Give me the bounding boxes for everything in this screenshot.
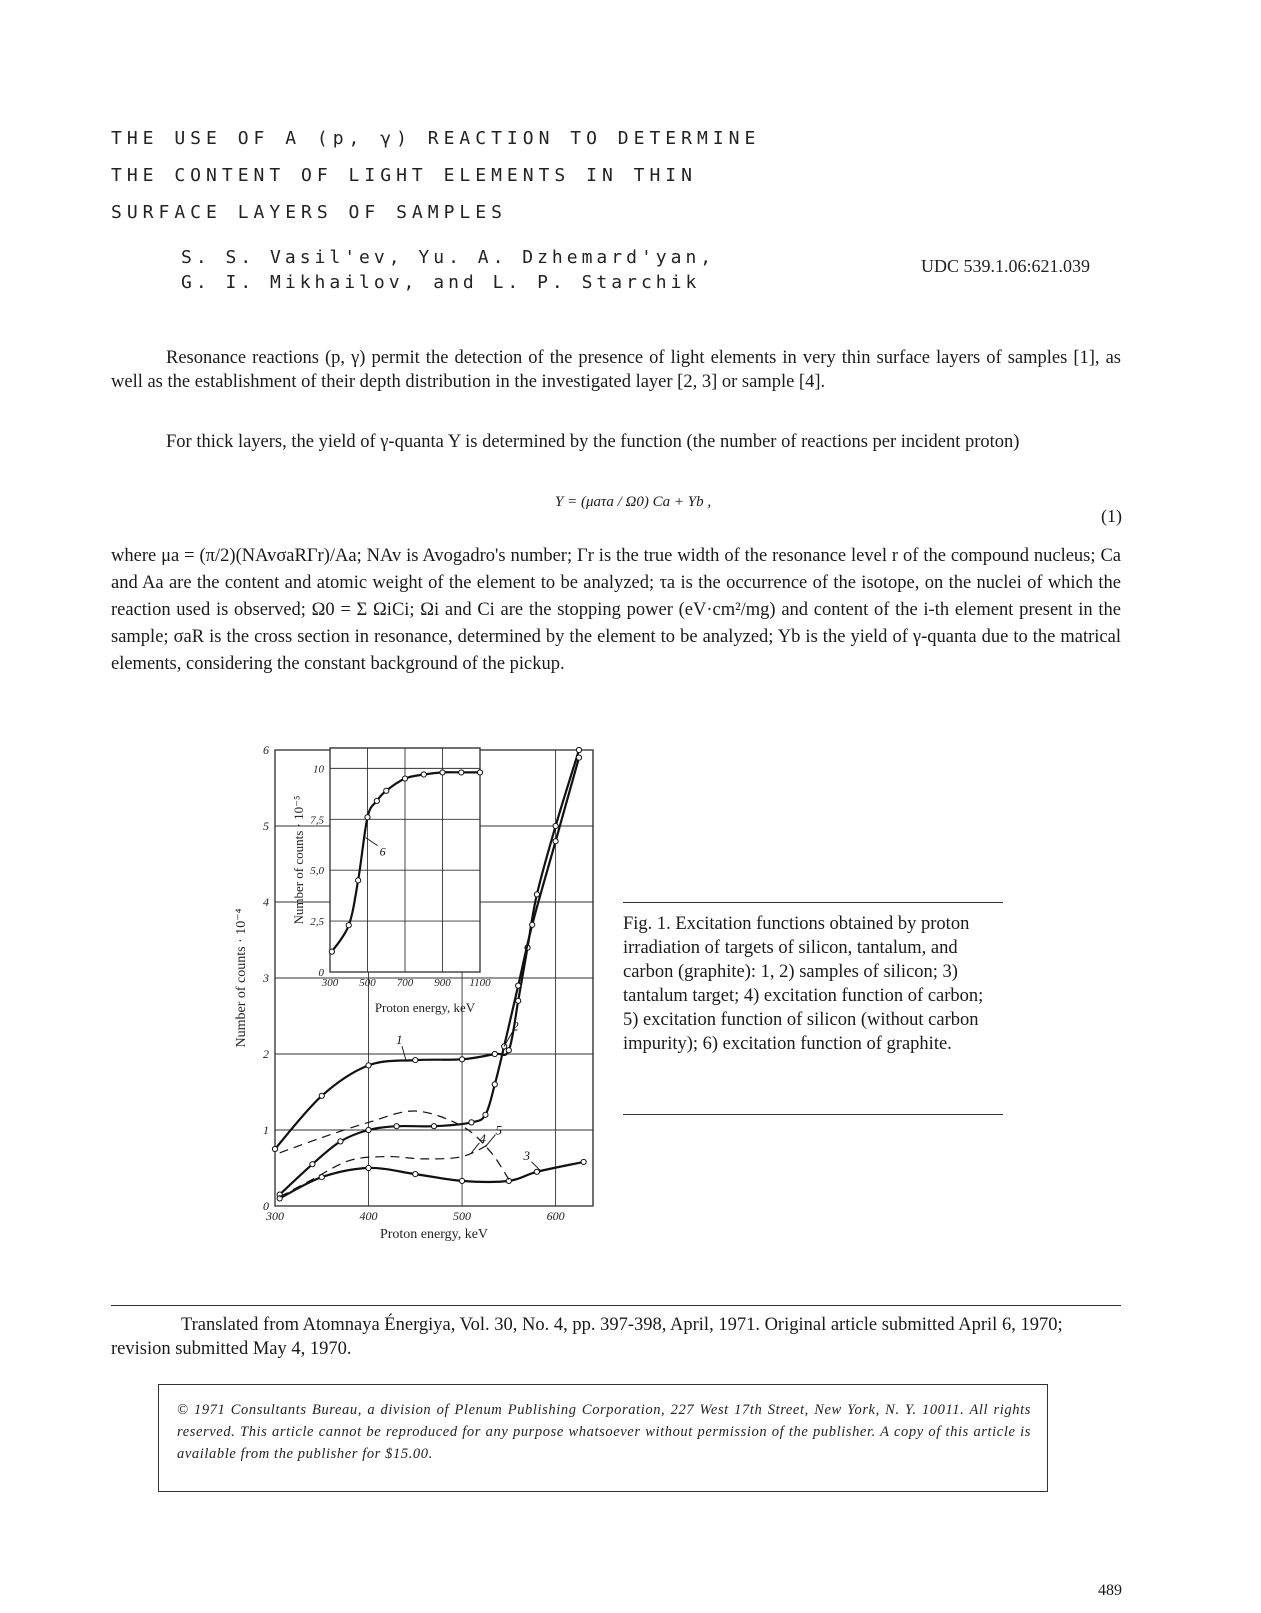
series-2-point <box>366 1127 371 1132</box>
equation-number: (1) <box>1101 506 1122 526</box>
y-tick-label: 2,5 <box>310 916 324 929</box>
y-axis-label: Number of counts · 10⁻⁵ <box>291 795 306 925</box>
curve-label-1: 1 <box>395 1032 403 1048</box>
series-6-point <box>356 878 361 883</box>
caption-rule-top <box>623 902 1003 903</box>
udc-code: UDC 539.1.06:621.039 <box>921 256 1091 276</box>
curve-label-leader <box>485 1135 495 1147</box>
curve-label-3: 3 <box>523 1147 531 1163</box>
footnote-rule <box>111 1305 1121 1306</box>
x-tick-label: 500 <box>453 1209 472 1223</box>
series-4-line <box>280 1144 490 1197</box>
paragraph-1: Resonance reactions (p, γ) permit the detection of the presence of light elements in very thin surface layers of samples [1], as well as the establishment of their depth distribution in the investigated layer [2, 3] or sample [4]. <box>111 348 1121 392</box>
equation-1: Y = (μaτa / Ω0) Ca + Yb , <box>555 494 712 510</box>
paragraph-2: For thick layers, the yield of γ-quanta Y is determined by the function (the number of reactions per incident proton) <box>166 432 1020 452</box>
series-2-point <box>394 1124 399 1129</box>
series-6-point <box>384 788 389 793</box>
paragraph-definitions <box>111 543 1121 678</box>
series-1-point <box>272 1146 277 1151</box>
x-tick-label: 500 <box>359 977 376 989</box>
paragraph-intro <box>111 346 1121 394</box>
series-2-point <box>492 1082 497 1087</box>
curve-label-4: 4 <box>479 1130 486 1146</box>
authors-line-2: G. I. Mikhailov, and L. P. Starchik <box>181 272 701 293</box>
series-3-point <box>459 1178 464 1183</box>
series-3-point <box>534 1169 539 1174</box>
y-tick-label: 0 <box>318 967 324 979</box>
curve-label-5: 5 <box>495 1122 502 1138</box>
x-tick-label: 300 <box>266 1209 284 1223</box>
series-6-point <box>459 770 464 775</box>
series-1-point <box>366 1063 371 1068</box>
series-2-point <box>502 1044 507 1049</box>
x-tick-label: 1100 <box>469 977 491 989</box>
y-tick-label: 1 <box>263 1123 269 1137</box>
curve-label-6: 6 <box>379 844 386 859</box>
paragraph-thick-layers <box>111 430 1121 454</box>
series-1-point <box>413 1057 418 1062</box>
series-6-point <box>421 772 426 777</box>
figure-caption: Fig. 1. Excitation functions obtained by proton irradiation of targets of silicon, tantalum, and carbon (graphite): 1, 2) samples of silicon; 3) tantalum target; 4) excitation function of carbon; 5) excitation function of silicon (without carbon impurity); 6) excitation function of graphite. <box>623 914 984 1054</box>
title-line-2: THE CONTENT OF LIGHT ELEMENTS IN THIN <box>111 165 697 186</box>
series-3-point <box>413 1171 418 1176</box>
footnote-text: Translated from Atomnaya Énergiya, Vol. 30, No. 4, pp. 397-398, April, 1971. Original article submitted April 6, 1970; revision submitted May 4, 1970. <box>111 1315 1063 1359</box>
series-2-point <box>469 1120 474 1125</box>
y-tick-label: 6 <box>263 743 269 757</box>
title-line-1: THE USE OF A (p, γ) REACTION TO DETERMINE <box>111 128 761 149</box>
series-1-point <box>516 998 521 1003</box>
curve-label-leader <box>402 1046 406 1060</box>
inset-chart <box>291 748 491 1015</box>
x-axis-label: Proton energy, keV <box>374 1000 476 1015</box>
y-tick-label: 4 <box>263 895 269 909</box>
y-tick-label: 0 <box>263 1199 269 1213</box>
series-6-point <box>402 776 407 781</box>
series-1-point <box>492 1051 497 1056</box>
caption-rule-bottom <box>623 1114 1003 1115</box>
series-2-point <box>530 922 535 927</box>
series-6-point <box>365 815 370 820</box>
series-6-point <box>477 770 482 775</box>
series-2-point <box>553 839 558 844</box>
series-2-point <box>516 983 521 988</box>
series-3-point <box>366 1165 371 1170</box>
curve-label-2: 2 <box>512 1018 519 1034</box>
authors-line-1: S. S. Vasil'ev, Yu. A. Dzhemard'yan, <box>181 247 716 268</box>
series-1-point <box>319 1093 324 1098</box>
copyright-box: © 1971 Consultants Bureau, a division of Plenum Publishing Corporation, 227 West 17th Street, New York, N. Y. 10011. All rights reserved. This article cannot be reproduced for any purpose whatsoever without permission of the publisher. A copy of this article is available from the publisher for $15.00. <box>158 1384 1048 1492</box>
series-3-point <box>581 1159 586 1164</box>
series-2-point <box>338 1139 343 1144</box>
series-3-line <box>280 1162 584 1199</box>
curve-label-leader <box>471 1143 479 1153</box>
x-tick-label: 700 <box>396 977 414 989</box>
series-2-point <box>431 1124 436 1129</box>
series-6-point <box>440 770 445 775</box>
series-6-point <box>329 949 334 954</box>
y-tick-label: 7,5 <box>310 814 324 827</box>
y-tick-label: 5 <box>263 819 269 833</box>
x-axis-label: Proton energy, keV <box>379 1227 489 1242</box>
series-6-point <box>346 923 351 928</box>
series-1-point <box>553 823 558 828</box>
series-2-point <box>483 1112 488 1117</box>
series-1-point <box>534 892 539 897</box>
series-1-point <box>576 747 581 752</box>
series-1-point <box>506 1048 511 1053</box>
footnote <box>111 1313 1121 1361</box>
series-2-point <box>576 755 581 760</box>
y-tick-label: 5,0 <box>310 865 324 878</box>
paragraph-3: where μa = (π/2)(NAvσaRΓr)/Aa; NAv is Avogadro's number; Γr is the true width of the resonance level r of the compound nucleus; Ca and Aa are the content and atomic weight of the element to be analyzed; τa is the occurrence of the isotope, on the nuclei of which the reaction used is observed; Ω0 = Σ ΩiCi; Ωi and Ci are the stopping power (eV·cm²/mg) and content of the i-th element present in the sample; σaR is the cross section in resonance, determined by the element to be analyzed; Yb is the yield of γ-quanta due to the matrical elements, considering the constant background of the pickup. <box>111 546 1121 674</box>
x-tick-label: 400 <box>359 1209 378 1223</box>
series-2-point <box>310 1162 315 1167</box>
x-tick-label: 300 <box>321 977 339 989</box>
figure-1 <box>225 740 615 1280</box>
y-tick-label: 3 <box>263 971 269 985</box>
y-tick-label: 2 <box>263 1047 269 1061</box>
title-line-3: SURFACE LAYERS OF SAMPLES <box>111 202 507 223</box>
y-tick-label: 10 <box>313 763 324 776</box>
page-number: 489 <box>1098 1582 1122 1599</box>
series-1-point <box>459 1057 464 1062</box>
series-6-point <box>374 798 379 803</box>
x-tick-label: 900 <box>434 977 451 989</box>
y-axis-label: Number of counts · 10⁻⁴ <box>234 908 249 1048</box>
x-tick-label: 600 <box>546 1209 565 1223</box>
